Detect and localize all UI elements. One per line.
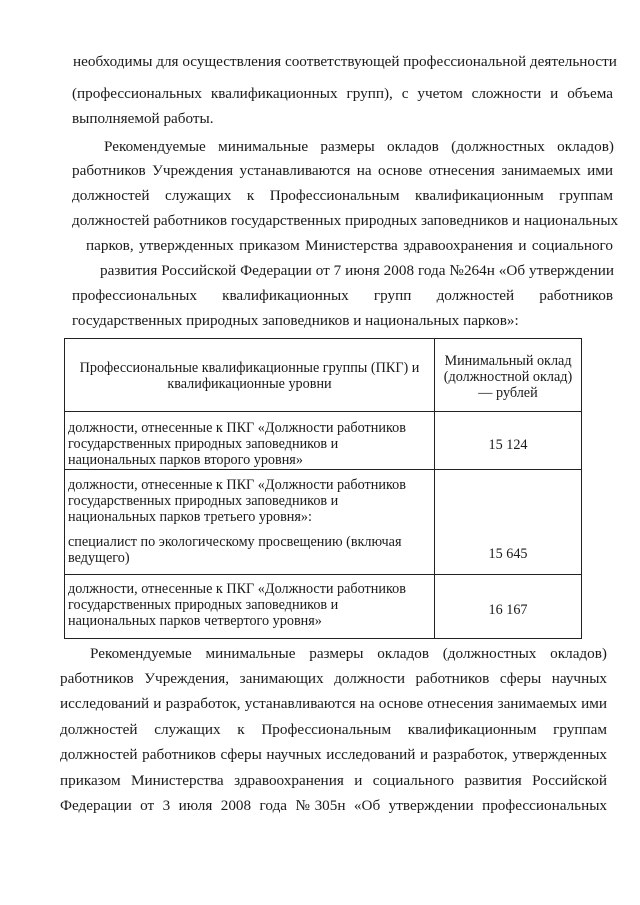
paragraph-3-line-2: работников Учреждения, занимающих должности работников сферы научных <box>60 670 607 687</box>
paragraph-1-line-1: необходимы для осуществления соответствующей профессиональной деятельности <box>73 53 617 70</box>
table-rule-bottom <box>64 638 582 639</box>
paragraph-2-line-4: должностей работников государственных природных заповедников и национальных <box>72 212 619 229</box>
paragraph-2-line-7: профессиональных квалификационных групп должностей работников <box>72 287 613 304</box>
paragraph-3-line-1: Рекомендуемые минимальные размеры окладов (должностных окладов) <box>90 645 607 662</box>
table-row-1-text-line-2: государственных природных заповедников и <box>68 436 339 452</box>
paragraph-1-line-3: выполняемой работы. <box>72 110 214 127</box>
paragraph-2-line-8: государственных природных заповедников и национальных парков»: <box>72 312 519 329</box>
table-row-2-text-line-2: государственных природных заповедников и <box>68 493 339 509</box>
table-row-1-text-line-3: национальных парков второго уровня» <box>68 452 303 468</box>
table-row-3-text-line-2: государственных природных заповедников и <box>68 597 339 613</box>
table-rule-left <box>64 338 65 639</box>
table-row-3-text-line-1: должности, отнесенные к ПКГ «Должности работников <box>68 581 406 597</box>
table-header-col1-line-1: Профессиональные квалификационные группы (ПКГ) и <box>79 360 420 376</box>
table-row-2-subtext-line-2: ведущего) <box>68 550 130 566</box>
paragraph-3-line-7: Федерации от 3 июля 2008 года №305н «Об утверждении профессиональных <box>60 797 607 814</box>
table-row-1-value: 15 124 <box>488 437 528 453</box>
paragraph-2-line-3: должностей служащих к Профессиональным квалификационным группам <box>72 187 613 204</box>
table-rule-2 <box>64 469 582 470</box>
table-row-2-text-line-1: должности, отнесенные к ПКГ «Должности работников <box>68 477 406 493</box>
table-header-col2-line-1: Минимальный оклад <box>444 353 572 369</box>
paragraph-1-line-2: (профессиональных квалификационных групп), с учетом сложности и объема <box>72 85 613 102</box>
paragraph-3-line-3: исследований и разработок, устанавливаются на основе отнесения занимаемых ими <box>60 695 607 712</box>
table-row-3-value: 16 167 <box>488 602 528 618</box>
table-header-col2-line-3: — рублей <box>478 385 538 401</box>
table-row-3-text-line-3: национальных парков четвертого уровня» <box>68 613 322 629</box>
paragraph-2-line-1: Рекомендуемые минимальные размеры окладов (должностных окладов) <box>104 138 614 155</box>
paragraph-2-line-2: работников Учреждения устанавливаются на основе отнесения занимаемых ими <box>72 162 613 179</box>
table-rule-3 <box>64 574 582 575</box>
table-rule-1 <box>64 411 582 412</box>
paragraph-2-line-5: парков, утвержденных приказом Министерства здравоохранения и социального <box>86 237 613 254</box>
table-rule-top <box>64 338 582 339</box>
paragraph-3-line-6: приказом Министерства здравоохранения и социального развития Российской <box>60 772 607 789</box>
table-row-2-value: 15 645 <box>488 546 528 562</box>
table-rule-middle <box>434 338 435 639</box>
paragraph-3-line-5: должностей работников сферы научных исследований и разработок, утвержденных <box>60 746 607 763</box>
table-header-col1-line-2: квалификационные уровни <box>167 376 332 392</box>
table-row-1-text-line-1: должности, отнесенные к ПКГ «Должности работников <box>68 420 406 436</box>
table-header-col2-line-2: (должностной оклад) <box>443 369 573 385</box>
paragraph-2-line-6: развития Российской Федерации от 7 июня 2008 года №264н «Об утверждении <box>100 262 614 279</box>
table-row-2-text-line-3: национальных парков третьего уровня»: <box>68 509 312 525</box>
table-rule-right <box>581 338 582 639</box>
paragraph-3-line-4: должностей служащих к Профессиональным квалификационным группам <box>60 721 607 738</box>
table-row-2-subtext-line-1: специалист по экологическому просвещению (включая <box>68 534 402 550</box>
